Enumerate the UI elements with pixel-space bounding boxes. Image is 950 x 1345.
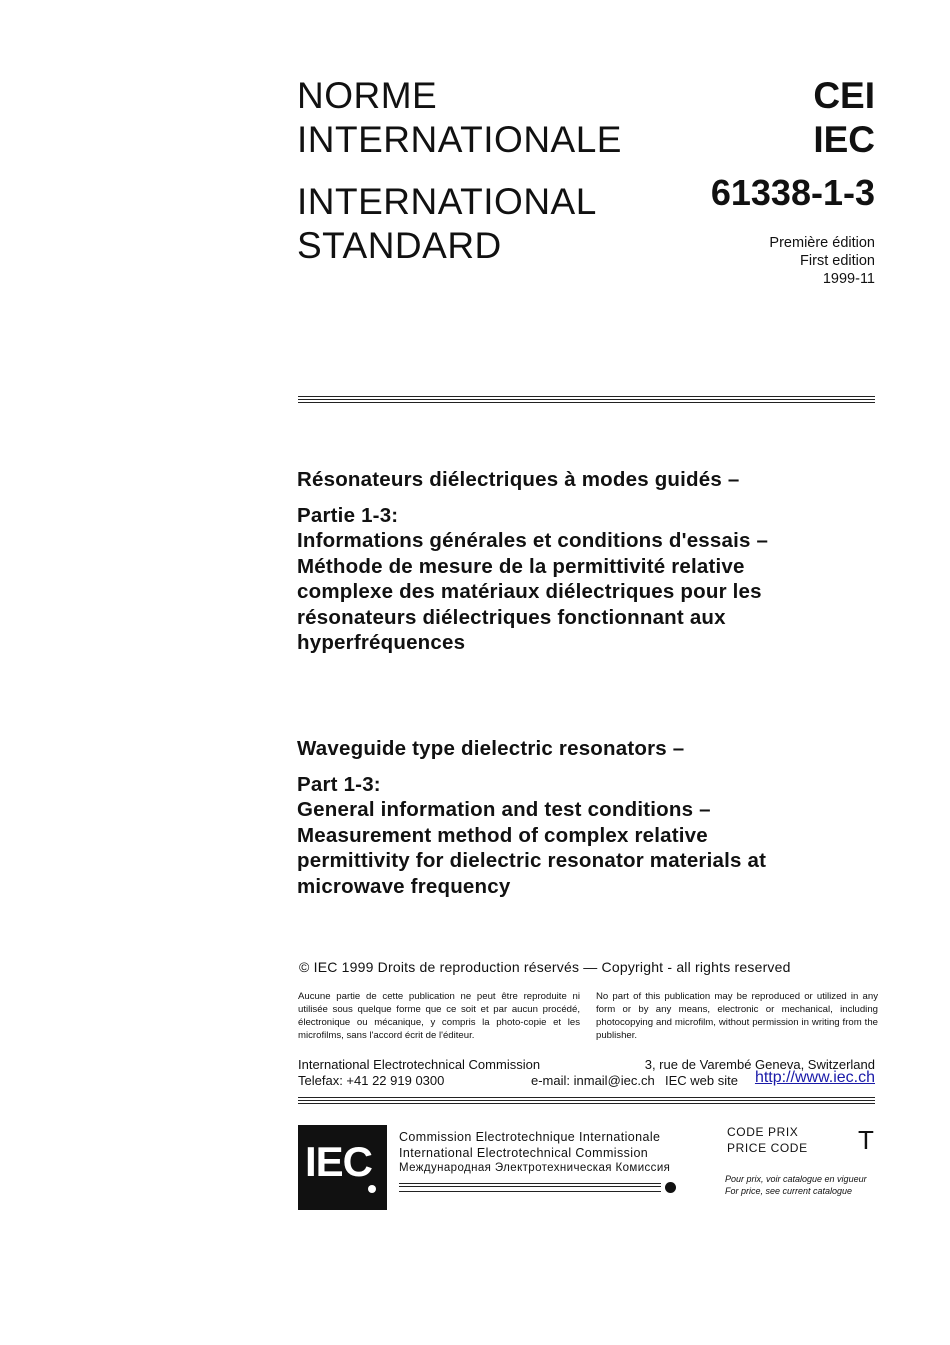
- title-fr-part: Partie 1-3:: [297, 503, 399, 527]
- bullet-dot: [368, 1185, 376, 1193]
- title-en-line2: STANDARD: [297, 225, 502, 266]
- title-en-main: Waveguide type dielectric resonators –: [297, 737, 685, 760]
- commission-en: International Electrotechnical Commission: [399, 1145, 649, 1160]
- commission-rule: [399, 1183, 661, 1192]
- edition-info: [769, 234, 875, 288]
- divider-rule: [298, 1097, 875, 1098]
- title-fr: [297, 74, 622, 162]
- telefax: Telefax: +41 22 919 0300: [298, 1073, 445, 1088]
- price-code: PRICE CODE: [727, 1141, 808, 1155]
- title-en-line1: INTERNATIONAL: [297, 181, 597, 222]
- copyright-notice-en: No part of this publication may be reproduced or utilized in any form or by any means, electronic or mechanical, including photocopying and microfilm, without permission in writing from the publisher.: [596, 991, 878, 1041]
- title-en-line: Measurement method of complex relative: [297, 823, 708, 847]
- title-en-line: General information and test conditions –: [297, 798, 711, 821]
- web-link[interactable]: http://www.iec.ch: [754, 1069, 875, 1086]
- price-note-fr: Pour prix, voir catalogue en vigueur: [725, 1174, 867, 1184]
- commission-names: [399, 1130, 677, 1177]
- title-fr-line: Méthode de mesure de la permittivité relative: [297, 554, 745, 578]
- divider-rule: [298, 1100, 875, 1101]
- title-block-en: [297, 736, 877, 899]
- price-note: [725, 1173, 867, 1197]
- divider-rule: [298, 399, 875, 400]
- iec-logo: [298, 1125, 387, 1210]
- edition-en: First edition: [800, 253, 875, 269]
- bullet-dot: [665, 1182, 676, 1193]
- divider-rule: [298, 396, 875, 397]
- org-address: 3, rue de Varembé Geneva, Switzerland: [644, 1057, 875, 1072]
- org-name: International Electrotechnical Commission: [298, 1057, 541, 1072]
- copyright-line: © IEC 1999 Droits de reproduction réservés — Copyright - all rights reserved: [299, 959, 791, 975]
- commission-ru: Международная Электротехническая Комиссия: [399, 1162, 671, 1174]
- code-prix: CODE PRIX: [727, 1125, 799, 1139]
- edition-fr: Première édition: [769, 235, 875, 251]
- commission-rule: [399, 1186, 661, 1187]
- title-fr-line2: INTERNATIONALE: [297, 119, 622, 160]
- price-code-labels: [727, 1124, 808, 1156]
- code-cei: CEI: [813, 75, 875, 116]
- divider-rule: [298, 402, 875, 403]
- email[interactable]: e-mail: inmail@iec.ch: [531, 1073, 655, 1088]
- price-note-en: For price, see current catalogue: [725, 1186, 853, 1196]
- title-en: [297, 180, 597, 268]
- title-fr-line: hyperfréquences: [297, 631, 466, 654]
- code-iec: IEC: [813, 119, 875, 160]
- title-fr-line: résonateurs diélectriques fonctionnant aux: [297, 605, 726, 629]
- title-block-fr: [297, 467, 877, 656]
- web-label: IEC web site: [665, 1073, 738, 1088]
- copyright-notice-fr: Aucune partie de cette publication ne peut être reproduite ni utilisée sous quelque forme que ce soit et par aucun procédé, électronique ou mécanique, y compris la photo-copie et les microfilms, sans l'accord écrit de l'éditeur.: [298, 991, 580, 1041]
- title-fr-main: Résonateurs diélectriques à modes guidés –: [297, 468, 740, 491]
- title-fr-line: complexe des matériaux diélectriques pour les: [297, 580, 762, 603]
- title-en-line: permittivity for dielectric resonator materials at: [297, 849, 767, 872]
- logo-text: IEC: [305, 1138, 373, 1185]
- title-fr-line1: NORME: [297, 75, 438, 116]
- title-en-part: Part 1-3:: [297, 772, 381, 796]
- commission-fr: Commission Electrotechnique Internationale: [399, 1130, 661, 1144]
- standard-number: 61338-1-3: [710, 172, 875, 213]
- price-letter: T: [858, 1125, 874, 1155]
- divider-rule: [298, 1103, 875, 1104]
- edition-date: 1999-11: [822, 271, 875, 287]
- title-fr-line: Informations générales et conditions d'essais –: [297, 529, 769, 552]
- title-en-line: microwave frequency: [297, 874, 511, 898]
- standard-code: [813, 74, 875, 162]
